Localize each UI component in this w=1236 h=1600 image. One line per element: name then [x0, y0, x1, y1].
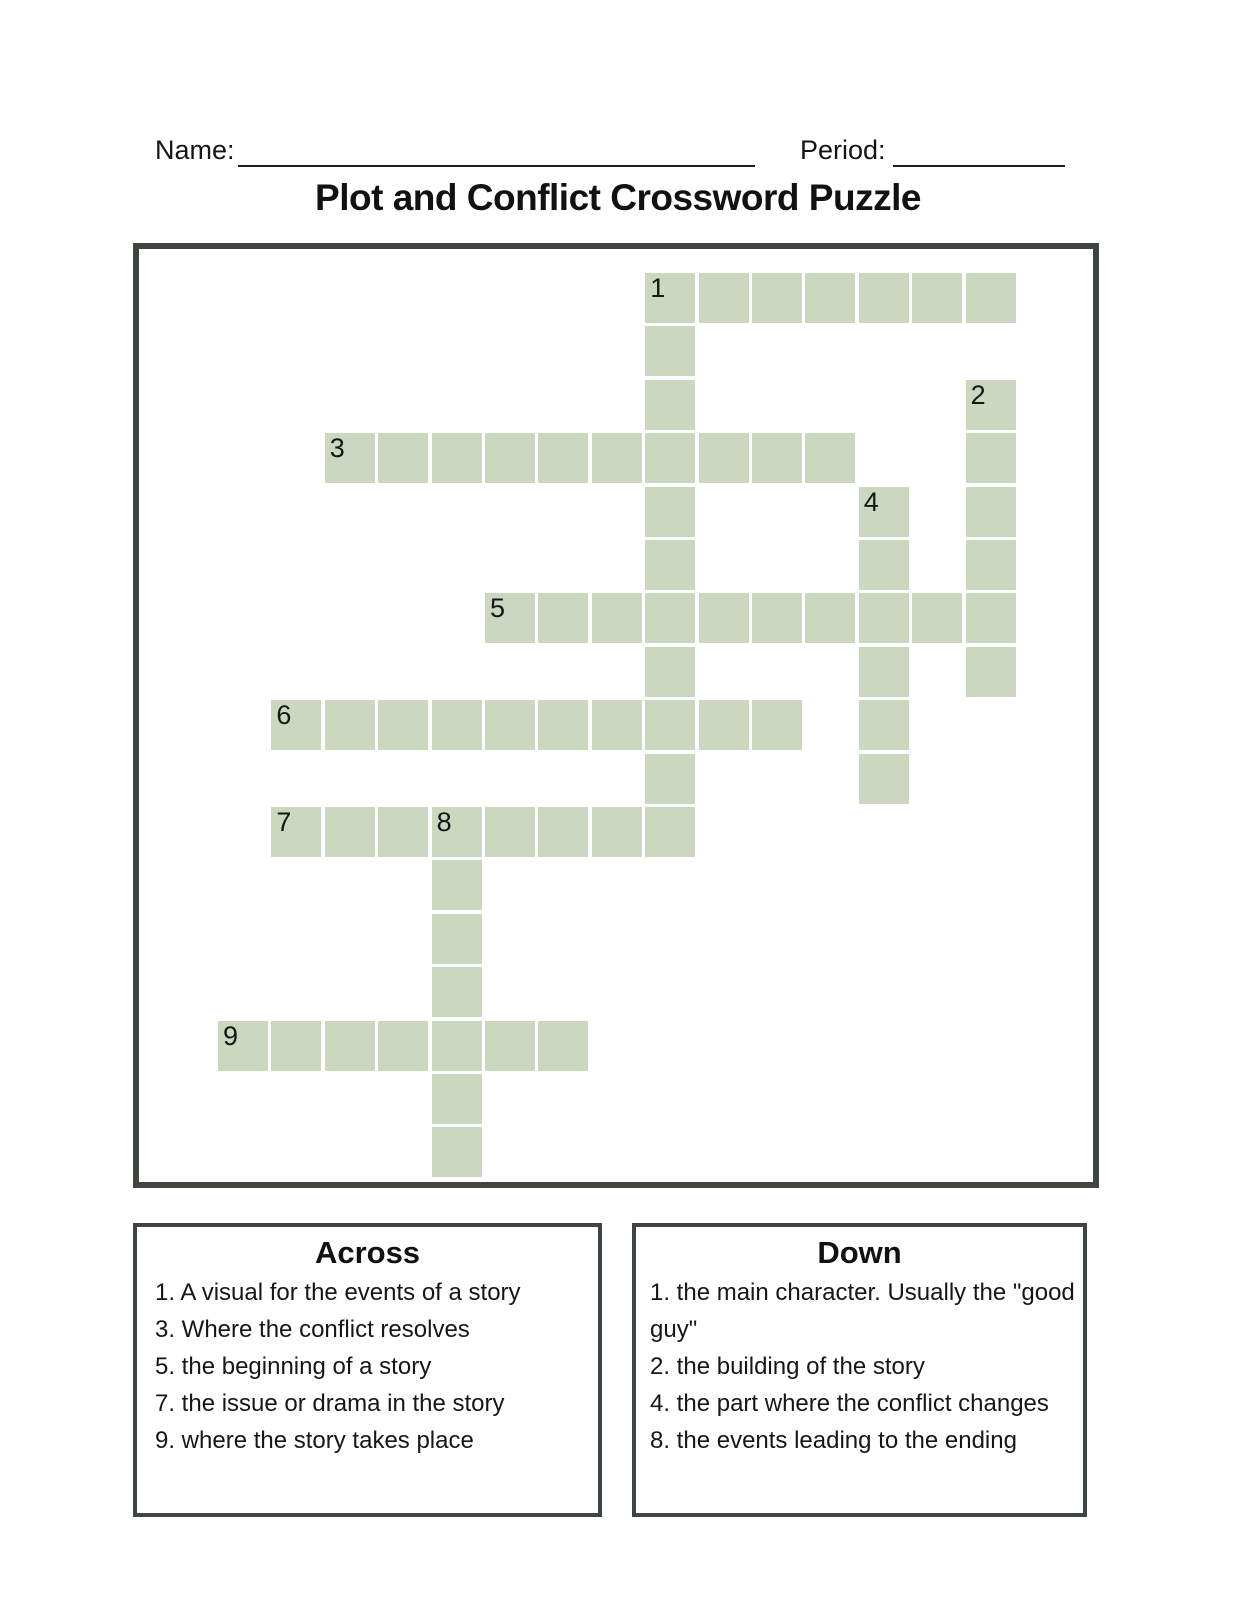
cell-number: 2 [970, 379, 986, 410]
down-title: Down [817, 1235, 902, 1270]
crossword-cell[interactable] [325, 433, 375, 483]
crossword-cell[interactable] [645, 647, 695, 697]
crossword-cell[interactable] [538, 593, 588, 643]
crossword-cell[interactable] [592, 433, 642, 483]
clue-item: 9. where the story takes place [155, 1427, 474, 1454]
period-label: Period: [800, 135, 886, 165]
crossword-cell[interactable] [966, 380, 1016, 430]
crossword-cell[interactable] [432, 860, 482, 910]
crossword-cell[interactable] [645, 433, 695, 483]
crossword-cell[interactable] [805, 433, 855, 483]
crossword-cell[interactable] [645, 273, 695, 323]
name-input-line[interactable] [238, 141, 755, 167]
down-clues-box [632, 1223, 1087, 1517]
crossword-cell[interactable] [485, 1021, 535, 1071]
crossword-grid [133, 243, 1099, 1188]
clue-item: 5. the beginning of a story [155, 1353, 432, 1380]
cell-number: 5 [490, 593, 506, 624]
cell-number: 9 [223, 1020, 239, 1051]
clue-item: 1. the main character. Usually the "good guy" [650, 1279, 1075, 1343]
crossword-cell[interactable] [752, 273, 802, 323]
crossword-cell[interactable] [485, 593, 535, 643]
crossword-cell[interactable] [699, 433, 749, 483]
crossword-cell[interactable] [485, 807, 535, 857]
crossword-cell[interactable] [966, 540, 1016, 590]
crossword-cell[interactable] [432, 914, 482, 964]
crossword-cell[interactable] [859, 273, 909, 323]
crossword-cell[interactable] [432, 967, 482, 1017]
crossword-cell[interactable] [859, 647, 909, 697]
crossword-cell[interactable] [378, 1021, 428, 1071]
crossword-cell[interactable] [378, 433, 428, 483]
crossword-cell[interactable] [699, 273, 749, 323]
crossword-cell[interactable] [538, 1021, 588, 1071]
crossword-cell[interactable] [325, 700, 375, 750]
crossword-cell[interactable] [645, 754, 695, 804]
name-label: Name: [155, 135, 235, 165]
crossword-cell[interactable] [645, 487, 695, 537]
crossword-cell[interactable] [271, 1021, 321, 1071]
crossword-cell[interactable] [859, 700, 909, 750]
crossword-cell[interactable] [645, 380, 695, 430]
crossword-cell[interactable] [859, 540, 909, 590]
cell-number: 4 [863, 486, 879, 517]
crossword-cell[interactable] [859, 487, 909, 537]
cell-number: 3 [329, 433, 345, 464]
across-clue-list [137, 1274, 598, 1459]
crossword-cell[interactable] [645, 540, 695, 590]
crossword-cell[interactable] [592, 807, 642, 857]
crossword-cell[interactable] [538, 433, 588, 483]
crossword-cell[interactable] [699, 700, 749, 750]
page-title: Plot and Conflict Crossword Puzzle [315, 177, 921, 218]
clue-item: 3. Where the conflict resolves [155, 1316, 470, 1343]
crossword-cell[interactable] [912, 593, 962, 643]
crossword-cell[interactable] [432, 700, 482, 750]
crossword-cell[interactable] [378, 700, 428, 750]
crossword-cell[interactable] [378, 807, 428, 857]
crossword-cell[interactable] [645, 807, 695, 857]
crossword-cell[interactable] [485, 700, 535, 750]
cell-number: 7 [276, 807, 292, 837]
clue-item: 1. A visual for the events of a story [155, 1279, 521, 1306]
crossword-cell[interactable] [432, 1127, 482, 1177]
crossword-cell[interactable] [271, 807, 321, 857]
crossword-cell[interactable] [592, 593, 642, 643]
clue-item: 7. the issue or drama in the story [155, 1390, 505, 1417]
crossword-cell[interactable] [592, 700, 642, 750]
crossword-cell[interactable] [966, 433, 1016, 483]
crossword-cell[interactable] [325, 1021, 375, 1071]
crossword-cell[interactable] [966, 593, 1016, 643]
crossword-cell[interactable] [271, 700, 321, 750]
crossword-cell[interactable] [538, 807, 588, 857]
crossword-cell[interactable] [432, 433, 482, 483]
crossword-cell[interactable] [699, 593, 749, 643]
crossword-cell[interactable] [645, 700, 695, 750]
crossword-cell[interactable] [912, 273, 962, 323]
crossword-cell[interactable] [538, 700, 588, 750]
crossword-cell[interactable] [325, 807, 375, 857]
across-title: Across [314, 1235, 421, 1270]
crossword-cell[interactable] [752, 700, 802, 750]
cell-number: 8 [436, 807, 452, 837]
down-clue-list [636, 1274, 1083, 1459]
crossword-cell[interactable] [432, 1074, 482, 1124]
clue-item: 2. the building of the story [650, 1353, 925, 1380]
crossword-cell[interactable] [805, 593, 855, 643]
crossword-cell[interactable] [805, 273, 855, 323]
crossword-cell[interactable] [752, 593, 802, 643]
crossword-cell[interactable] [859, 593, 909, 643]
crossword-cell[interactable] [966, 647, 1016, 697]
across-clues-box [133, 1223, 602, 1517]
cell-number: 6 [276, 700, 292, 731]
clue-item: 4. the part where the conflict changes [650, 1390, 1049, 1417]
crossword-cell[interactable] [752, 433, 802, 483]
crossword-cell[interactable] [645, 326, 695, 376]
crossword-cell[interactable] [432, 807, 482, 857]
cell-number: 1 [650, 273, 666, 303]
clue-item: 8. the events leading to the ending [650, 1427, 1017, 1454]
crossword-cell[interactable] [966, 487, 1016, 537]
crossword-cell[interactable] [218, 1021, 268, 1071]
crossword-cell[interactable] [432, 1021, 482, 1071]
crossword-cell[interactable] [859, 754, 909, 804]
crossword-cell[interactable] [485, 433, 535, 483]
crossword-cell[interactable] [966, 273, 1016, 323]
period-input-line[interactable] [893, 141, 1065, 167]
crossword-cell[interactable] [645, 593, 695, 643]
